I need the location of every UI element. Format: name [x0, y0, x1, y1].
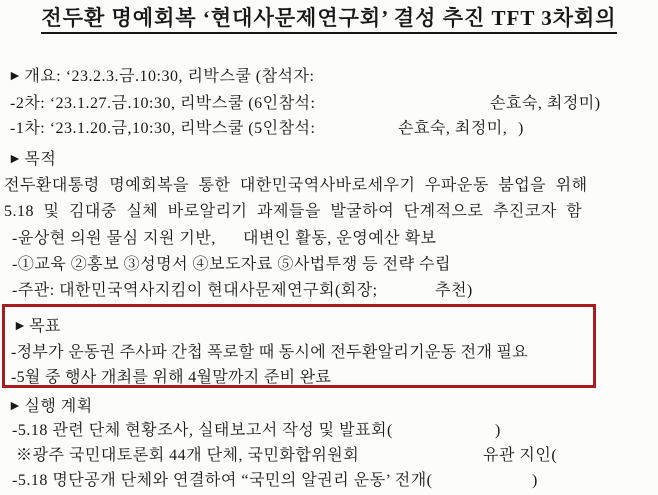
goal-item-1: -정부가 운동권 주사파 간첩 폭로할 때 동시에 전두환알리기운동 전개 필요 — [11, 344, 529, 361]
plan-heading — [0, 397, 658, 417]
support-budget-text: 대변인 활동, 운영예산 확보 — [243, 230, 437, 247]
arrow-bullet-icon: ► — [8, 152, 23, 167]
purpose-paragraph-1: 전두환대통령 명예회복을 통한 대한민국역사바로세우기 우파운동 붐업을 위해 — [4, 177, 588, 194]
survey-text: -5.18 관련 단체 현황조사, 실태보고서 작성 및 발표회( — [12, 422, 393, 439]
campaign-text: -5.18 명단공개 단체와 연결하여 “국민의 알권리 운동’ 전개( — [12, 472, 433, 489]
goal-highlight-box — [2, 304, 596, 388]
plan-item-survey — [0, 421, 658, 441]
purpose-heading-text: 목적 — [24, 151, 57, 168]
overview-meeting1-line — [0, 119, 658, 139]
goal-heading — [5, 317, 599, 337]
document-title-text: 전두환 명예회복 ‘현대사문제연구회’ 결성 추진 TFT 3차회의 — [41, 6, 616, 34]
plan-item-campaign — [0, 471, 658, 491]
campaign-close-paren: ) — [532, 472, 538, 489]
meeting1-info: -1차: ‘23.1.20.금,10:30, 리박스쿨 (5인참석: — [10, 120, 316, 137]
purpose-heading — [0, 150, 658, 170]
support-base-text: -윤상현 의원 물심 지원 기반, — [12, 230, 216, 247]
meeting1-close-paren: ) — [518, 120, 524, 137]
meeting2-info: -2차: ‘23.1.27.금.10:30, 리박스쿨 (6인참석: — [10, 95, 316, 112]
plan-note-gwangju — [0, 446, 658, 466]
organizer-text: -주관: 대한민국역사지킴이 현대사문제연구회(회장; — [12, 282, 378, 299]
purpose-item-strategy: -①교육 ②홍보 ③성명서 ④보도자료 ⑤사법투쟁 등 전략 수립 — [12, 256, 451, 273]
overview-meeting2-line — [0, 94, 658, 114]
organizer-recommend-text: 추천) — [435, 282, 473, 299]
meeting1-attendees: 손효숙, 최정미, — [398, 120, 508, 137]
document-title — [0, 8, 658, 28]
purpose-item-organizer — [0, 281, 658, 301]
goal-item-2: -5월 중 행사 개최를 위해 4월말까지 준비 완료 — [11, 369, 332, 386]
gwangju-note-related: 유관 지인( — [483, 447, 558, 464]
plan-heading-text: 실행 계획 — [24, 398, 93, 415]
overview-heading-text: 개요: ‘23.2.3.금.10:30, 리박스쿨 (참석자: — [24, 68, 315, 85]
arrow-bullet-icon: ► — [8, 399, 23, 414]
survey-close-paren: ) — [495, 422, 501, 439]
meeting2-attendees: 손효숙, 최정미) — [490, 95, 601, 112]
arrow-bullet-icon: ► — [13, 319, 28, 334]
arrow-bullet-icon: ► — [8, 69, 23, 84]
goal-heading-text: 목표 — [29, 318, 61, 335]
overview-heading — [0, 67, 658, 87]
gwangju-note-text: ※광주 국민대토론회 44개 단체, 국민화합위원회 — [16, 447, 360, 464]
purpose-paragraph-2: 5.18 및 김대중 실체 바로알리기 과제들을 발굴하여 단계적으로 추진코자 함 — [4, 203, 583, 220]
purpose-item-support — [0, 229, 658, 249]
